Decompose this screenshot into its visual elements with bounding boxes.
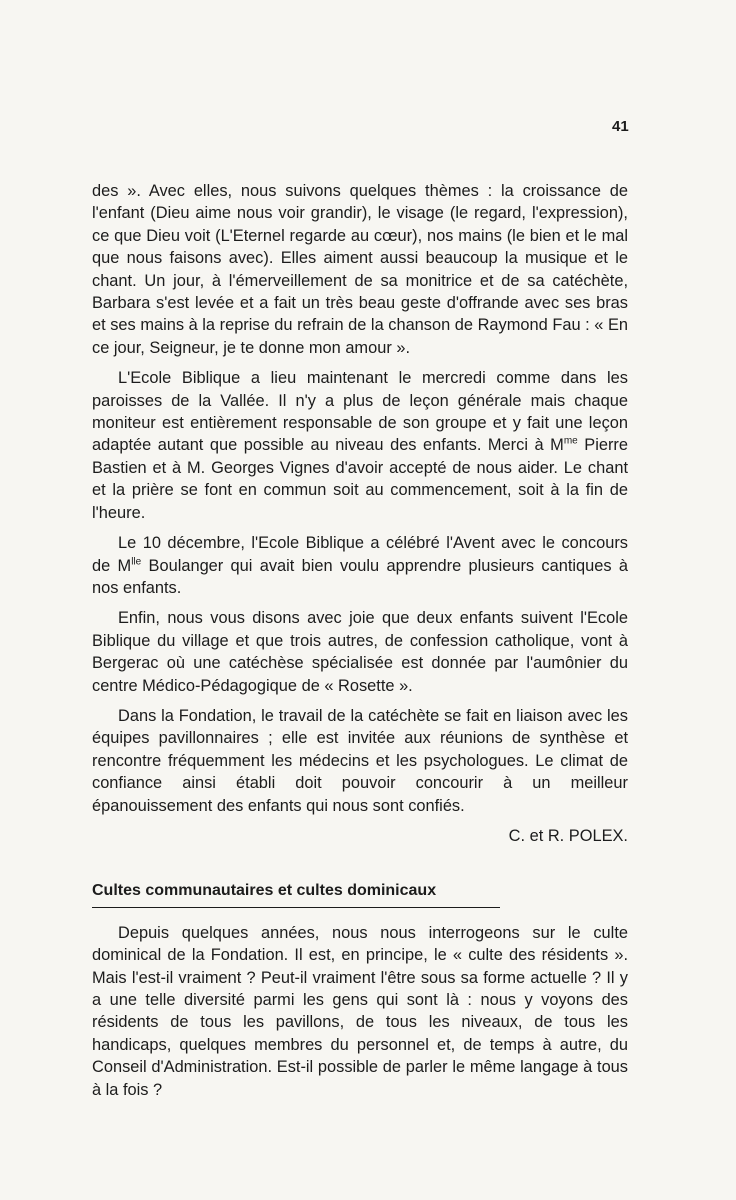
- signature: C. et R. POLEX.: [508, 826, 628, 845]
- paragraph-foundation: Dans la Fondation, le travail de la catéchète se fait en liaison avec les équipes pavillonnaires ; elle est invitée aux réunions de synthèse et rencontre fréquemment les médecins et les psychologues. Le climat de confiance ainsi établi doit pouvoir concourir à un meilleur épanouissement des enfants qui nous sont confiés.: [92, 706, 628, 815]
- body-text: [92, 180, 628, 1109]
- paragraph-text: L'Ecole Biblique a lieu maintenant le mercredi comme dans les paroisses de la Vallée. Il n'y a plus de leçon générale mais chaque moniteur est entièrement responsable de son groupe et y fait une leçon adaptée autant que possible au niveau des enfants. Merci à M: [92, 369, 628, 455]
- paragraph-village-children: Enfin, nous vous disons avec joie que deux enfants suivent l'Ecole Biblique du village et que trois autres, de confession catholique, vont à Bergerac où une catéchèse spécialisée est donnée par l'aumônier du centre Médico-Pédagogique de « Rosette ».: [92, 609, 628, 695]
- paragraph-advent: [92, 532, 628, 599]
- paragraph-text: Pierre Bastien et à M. Georges Vignes d'avoir accepté de nous aider. Le chant et la prière se font en commun soit au commencement, soit à la fin de l'heure.: [92, 436, 628, 522]
- paragraph-ecole-biblique: [92, 367, 628, 524]
- title-abbreviation: lle: [131, 556, 142, 568]
- paragraph-children-themes: des ». Avec elles, nous suivons quelques thèmes : la croissance de l'enfant (Dieu aime nous voir grandir), le visage (le regard, l'expression), ce que Dieu voit (L'Eternel regarde au cœur), nos mains (le bien et le mal que nous faisons avec). Elles aiment aussi beaucoup la musique et le chant. Un jour, à l'émerveillement de sa monitrice et de sa catéchète, Barbara s'est levée et a fait un très beau geste d'offrande avec ses bras et ses mains à la reprise du refrain de la chanson de Raymond Fau : « En ce jour, Seigneur, je te donne mon amour ».: [92, 182, 628, 357]
- section-heading: Cultes communautaires et cultes dominicaux: [92, 880, 500, 907]
- title-abbreviation: me: [563, 436, 578, 447]
- paragraph-sunday-worship: Depuis quelques années, nous nous interrogeons sur le culte dominical de la Fondation. Il est, en principe, le « culte des résidents ». Mais l'est-il vraiment ? Peut-il vraiment l'être sous sa forme actuelle ? Il y a une telle diversité parmi les gens qui sont là : nous y voyons des résidents de tous les pavillons, de tous les niveaux, de tous les handicaps, quelques membres du personnel et, de temps à autre, du Conseil d'Administration. Est-il possible de parler le même langage à tous à la fois ?: [92, 923, 628, 1099]
- paragraph-text: Boulanger qui avait bien voulu apprendre plusieurs cantiques à nos enfants.: [92, 556, 628, 597]
- page-number: 41: [612, 118, 629, 135]
- paragraph-text: Le 10 décembre, l'Ecole Biblique a célébré l'Avent avec le concours de M: [92, 534, 628, 575]
